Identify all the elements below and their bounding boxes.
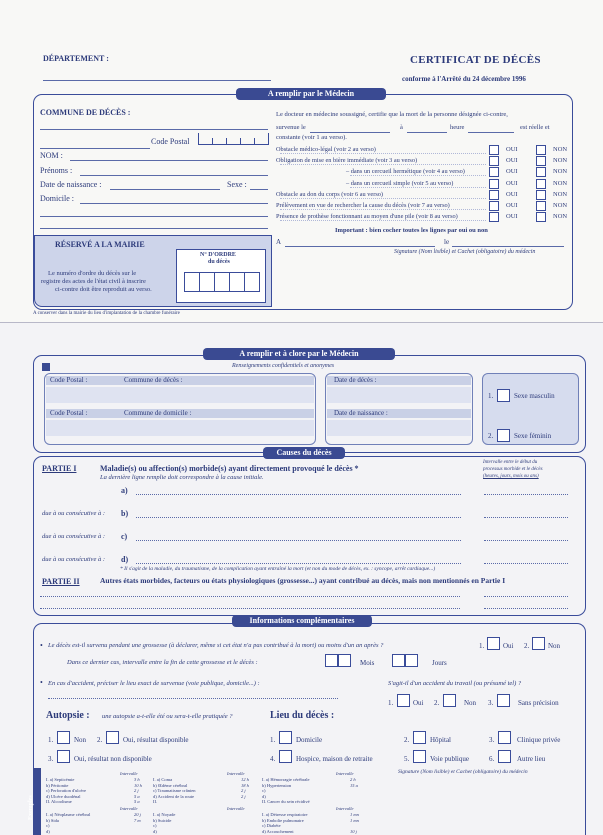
lieu-1-number: 1. — [270, 736, 276, 744]
question-oui-checkbox[interactable] — [489, 156, 499, 166]
travail-sans-checkbox[interactable] — [497, 694, 510, 707]
nom-label: NOM : — [40, 151, 63, 160]
sexe-label: Sexe : — [227, 180, 247, 189]
top-section-pill: A remplir par le Médecin — [236, 88, 386, 100]
nom-line[interactable] — [70, 160, 268, 161]
signature-note-bottom: Signature (Nom lisible) et Cachet (obligatoire) du médecin — [398, 769, 528, 775]
example-line: b) Sida — [46, 817, 59, 823]
autopsie-dispo-checkbox[interactable] — [106, 731, 119, 744]
oui-label: OUI — [506, 157, 518, 165]
example-interval-value: 2 j — [241, 793, 246, 799]
sexe-feminin-checkbox[interactable] — [497, 429, 510, 442]
example-interval-value: 2 j — [134, 788, 139, 794]
question-text: – dans un cercueil hermétique (voir 4 au verso) — [346, 168, 465, 176]
example-interval-header: Intervalle — [336, 771, 354, 776]
example-line: c) Perforation d'ulcère — [46, 788, 87, 794]
grossesse-oui-label: Oui — [503, 642, 514, 650]
date-deces-label: Date de décès : — [334, 376, 377, 384]
example-interval-header: Intervalle — [336, 806, 354, 811]
example-line: II. Cancer du sein récidivé — [262, 799, 310, 805]
oui-label: OUI — [506, 179, 518, 187]
example-line: b) Œdème cérébral — [153, 782, 188, 788]
corner-marker — [42, 363, 50, 371]
example-line: I. a) Hémorragie cérébrale — [262, 777, 310, 782]
ordre-title-1: N° D'ORDRE — [200, 252, 236, 258]
important-note: Important : bien cocher toutes les lignes par oui ou non — [335, 227, 488, 234]
autopsie-non-checkbox[interactable] — [57, 731, 70, 744]
survenue-line[interactable] — [310, 132, 390, 133]
example-interval-value: 20 j — [134, 812, 141, 817]
sexe-feminin-label: Sexe féminin — [514, 432, 552, 440]
travail-non-label: Non — [464, 699, 477, 707]
partie-1-label: PARTIE I — [42, 464, 77, 473]
a-label-top: à — [400, 124, 403, 131]
question-non-checkbox[interactable] — [536, 179, 546, 189]
grossesse-2-number: 2. — [524, 642, 530, 650]
accident-line[interactable] — [48, 698, 338, 699]
cause-d-letter: d) — [121, 555, 129, 564]
lieu-autre-label: Autre lieu — [517, 755, 546, 763]
lieu-autre-checkbox[interactable] — [498, 750, 511, 763]
autopsie-title: Autopsie : — [46, 710, 90, 721]
question-oui-checkbox[interactable] — [489, 201, 499, 211]
partie-2-text: Autres états morbides, facteurs ou états physiologiques (grossesse...) ayant contribué au décès, mais non mentionnés en Partie I — [100, 576, 506, 585]
code-postal-deces-label: Code Postal : — [50, 376, 88, 384]
date-naissance-label-2: Date de naissance : — [334, 409, 388, 417]
date-deces-cells[interactable] — [327, 387, 471, 403]
lieu-hospice-label: Hospice, maison de retraite — [296, 755, 373, 763]
cause-footnote: * Il s'agit de la maladie, du traumatisme, de la complication ayant entraîné la mort (et non du mode de décès, ex. : syncope, arrêt cardiaque...) — [120, 566, 436, 572]
jours-cell-2[interactable] — [405, 654, 418, 667]
example-line: d) — [153, 828, 157, 834]
cause-d-label: due à ou consécutive à : — [42, 556, 105, 563]
lieu-hopital-label: Hôpital — [430, 736, 451, 744]
example-line: I. a) Septicémie — [46, 777, 75, 782]
cause-c-interval[interactable] — [484, 540, 568, 541]
departement-line[interactable] — [43, 80, 271, 81]
date-naissance-label: Date de naissance : — [40, 180, 102, 189]
question-leader — [280, 164, 486, 165]
autopsie-2-number: 2. — [97, 736, 103, 744]
lieu-4-number: 4. — [270, 755, 276, 763]
example-line: b) Embolie pulmonaire — [262, 817, 304, 823]
lieu-2-number: 2. — [404, 736, 410, 744]
example-line: c) — [46, 823, 50, 829]
example-interval-value: 10 h — [134, 782, 142, 788]
example-interval-value: 1 mn — [350, 817, 359, 823]
conserver-note: A conserver dans la mairie du lieu d'implantation de la chambre funéraire — [33, 311, 180, 316]
grossesse-non-label: Non — [548, 642, 561, 650]
example-line: b) Hypertension — [262, 782, 292, 788]
partie-2-line-1[interactable] — [40, 596, 460, 597]
cells-row-1[interactable] — [46, 387, 314, 403]
lieu-3-number: 3. — [489, 736, 495, 744]
partie-1-sub: La dernière ligne remplie doit correspondre à la cause initiale. — [100, 474, 264, 481]
example-interval-value: 1 mn — [350, 812, 359, 817]
question-oui-checkbox[interactable] — [489, 167, 499, 177]
cause-a-letter: a) — [121, 486, 128, 495]
lieu-clinique-checkbox[interactable] — [498, 731, 511, 744]
question-leader — [350, 175, 486, 176]
cause-d-interval[interactable] — [484, 563, 568, 564]
date-line[interactable] — [452, 246, 564, 247]
example-line: b) Péritonite — [46, 782, 69, 788]
question-leader — [280, 209, 486, 210]
ordre-number-boxes[interactable] — [184, 272, 260, 292]
non-label: NON — [553, 202, 568, 209]
travail-1-number: 1. — [388, 699, 394, 707]
non-label: NON — [553, 146, 568, 153]
sexe-masculin-label: Sexe masculin — [514, 392, 555, 400]
cause-a-interval[interactable] — [484, 494, 568, 495]
a-label-bottom: A — [276, 238, 282, 246]
mairie-text-3: ci-contre doit être reproduit au verso. — [55, 286, 152, 293]
date-naissance-line[interactable] — [110, 189, 220, 190]
certificate-title: CERTIFICAT DE DÉCÈS — [410, 54, 541, 66]
heure-line[interactable] — [468, 132, 514, 133]
lieu-hospice-checkbox[interactable] — [279, 750, 292, 763]
cells-row-2[interactable] — [46, 420, 314, 436]
non-label: NON — [553, 157, 568, 165]
cause-b-label: due à ou consécutive à : — [42, 510, 105, 517]
question-leader — [280, 153, 486, 154]
example-interval-value: 12 h — [241, 777, 249, 782]
cause-b-line[interactable] — [136, 517, 461, 518]
date-naissance-cells[interactable] — [327, 420, 471, 436]
mois-cell-1[interactable] — [325, 654, 338, 667]
lieu-domicile-checkbox[interactable] — [279, 731, 292, 744]
autopsie-non-label: Non — [74, 736, 87, 744]
example-line: I. a) Détresse respiratoire — [262, 812, 308, 817]
mairie-text-2: registre des actes de l'état civil à inscrire — [41, 278, 146, 285]
confidential-note: Renseignements confidentiels et anonymes — [232, 363, 335, 369]
example-interval-value: 10 j — [350, 828, 357, 834]
lieu-title: Lieu du décès : — [270, 710, 335, 721]
info-pill: Informations complémentaires — [232, 615, 372, 627]
cause-d-line[interactable] — [136, 563, 461, 564]
example-interval-value: 2 j — [241, 788, 246, 794]
example-interval-value: 5 a — [134, 793, 140, 799]
place-line[interactable] — [285, 246, 435, 247]
travail-non-checkbox[interactable] — [443, 694, 456, 707]
intervalle-note-1: Intervalle entre le début du — [483, 460, 538, 465]
accident-question: En cas d'accident, préciser le lieu exact de survenue (voie publique, domicile...) : — [48, 680, 260, 687]
example-line: I. a) Coma — [153, 777, 173, 782]
reelle-label: est réelle et — [520, 124, 550, 131]
grossesse-non-checkbox[interactable] — [532, 637, 545, 650]
cause-b-letter: b) — [121, 509, 129, 518]
intervalle-note-3: (heures, jours, mois ou ans) — [483, 474, 539, 479]
constante-label: constante (voir 1 au verso). — [276, 134, 347, 141]
question-text: Obstacle au don du corps (voir 6 au verso) — [276, 190, 384, 198]
travail-oui-label: Oui — [413, 699, 424, 707]
mois-cell-2[interactable] — [338, 654, 351, 667]
question-non-checkbox[interactable] — [536, 145, 546, 155]
question-leader — [280, 220, 486, 221]
example-interval-value: 15 a — [350, 782, 358, 788]
causes-pill: Causes du décès — [263, 447, 345, 459]
top-sheet — [0, 0, 603, 322]
partie-2-label: PARTIE II — [42, 577, 80, 586]
question-non-checkbox[interactable] — [536, 156, 546, 166]
example-interval-value: 7 m — [134, 817, 141, 823]
example-interval-value: 3 h — [134, 777, 140, 782]
example-interval-value: 18 h — [241, 782, 249, 788]
question-text: Obstacle médico-légal (voir 2 au verso) — [276, 146, 376, 153]
question-leader — [280, 198, 486, 199]
travail-sans-label: Sans précision — [518, 699, 559, 707]
question-non-checkbox[interactable] — [536, 212, 546, 222]
bullet-accident: • — [40, 678, 43, 687]
oui-label: OUI — [506, 190, 518, 198]
example-line: c) — [153, 823, 157, 829]
grossesse-interval-label: Dans ce dernier cas, intervalle entre la fin de cette grossesse et le décès : — [67, 659, 258, 666]
lieu-clinique-label: Clinique privée — [517, 736, 561, 744]
example-line: d) Ulcère duodénal — [46, 793, 81, 799]
sexe-2-number: 2. — [488, 432, 494, 440]
cause-c-letter: c) — [121, 532, 128, 541]
signature-note-top: Signature (Nom lisible) et Cachet (obligatoire) du médecin — [394, 249, 536, 255]
sexe-masculin-checkbox[interactable] — [497, 389, 510, 402]
lieu-voie-checkbox[interactable] — [413, 750, 426, 763]
mairie-text-1: Le numéro d'ordre du décès sur le — [48, 270, 137, 277]
question-non-checkbox[interactable] — [536, 201, 546, 211]
prenoms-label: Prénoms : — [40, 166, 73, 175]
sexe-1-number: 1. — [488, 392, 494, 400]
code-postal-label: Code Postal — [151, 137, 190, 146]
grossesse-oui-checkbox[interactable] — [487, 637, 500, 650]
question-non-checkbox[interactable] — [536, 167, 546, 177]
cause-c-line[interactable] — [136, 540, 461, 541]
travail-oui-checkbox[interactable] — [397, 694, 410, 707]
autopsie-dispo-label: Oui, résultat disponible — [123, 736, 189, 744]
example-line: d) Accident de la route — [153, 793, 194, 799]
example-interval-header: Intervalle — [227, 806, 245, 811]
domicile-line-3[interactable] — [40, 228, 268, 229]
lieu-5-number: 5. — [404, 755, 410, 763]
le-label: le — [444, 238, 450, 246]
partie-2-interval-1[interactable] — [484, 596, 568, 597]
departement-label: DÉPARTEMENT : — [43, 54, 109, 63]
example-interval-value: 2 h — [350, 777, 356, 782]
question-oui-checkbox[interactable] — [489, 179, 499, 189]
autopsie-nondispo-checkbox[interactable] — [57, 750, 70, 763]
mois-label: Mois — [360, 659, 375, 667]
code-postal-boxes[interactable] — [198, 133, 268, 145]
non-label: NON — [553, 168, 568, 176]
mairie-title: RÉSERVÉ A LA MAIRIE — [55, 240, 145, 249]
question-text: – dans un cercueil simple (voir 5 au verso) — [346, 179, 454, 187]
non-label: NON — [553, 190, 568, 198]
certify-intro: Le docteur en médecine soussigné, certifie que la mort de la personne désignée ci-contre, — [276, 111, 508, 118]
heure-label: heure — [450, 124, 465, 131]
autopsie-1-number: 1. — [48, 736, 54, 744]
example-line: I. a) Néoplasme cérébral — [46, 812, 91, 817]
partie-1-text: Maladie(s) ou affection(s) morbide(s) ayant directement provoqué le décès * — [100, 464, 359, 473]
example-line: c) — [262, 788, 266, 794]
jours-label: Jours — [432, 659, 447, 667]
question-leader — [350, 187, 486, 188]
domicile-line-2[interactable] — [40, 216, 268, 217]
example-interval-header: Intervalle — [120, 771, 138, 776]
lieu-6-number: 6. — [489, 755, 495, 763]
non-label: NON — [553, 179, 568, 187]
travail-2-number: 2. — [434, 699, 440, 707]
example-line: II. Alcoolisme — [46, 799, 72, 805]
sexe-line[interactable] — [250, 189, 268, 190]
travail-3-number: 3. — [488, 699, 494, 707]
partie-2-interval-2[interactable] — [484, 608, 568, 609]
ordre-title-2: du décès — [208, 259, 230, 265]
question-oui-checkbox[interactable] — [489, 212, 499, 222]
prenoms-line[interactable] — [80, 175, 268, 176]
travail-question: S'agit-il d'un accident du travail (ou présumé tel) ? — [388, 680, 522, 687]
cause-b-interval[interactable] — [484, 517, 568, 518]
commune-line-1[interactable] — [40, 129, 268, 130]
oui-label: OUI — [506, 146, 518, 153]
commune-deces-label: COMMUNE DE DÉCÈS : — [40, 108, 131, 117]
cause-c-label: due à ou consécutive à : — [42, 533, 105, 540]
a-line[interactable] — [407, 132, 447, 133]
commune-line-2[interactable] — [40, 148, 150, 149]
jours-cell-1[interactable] — [392, 654, 405, 667]
certificate-subtitle: conforme à l'Arrêté du 24 décembre 1996 — [402, 75, 526, 83]
partie-2-line-2[interactable] — [40, 608, 460, 609]
bullet-grossesse: • — [40, 641, 43, 650]
question-oui-checkbox[interactable] — [489, 145, 499, 155]
example-line: c) Diabète — [262, 823, 281, 829]
grossesse-question: Le décès est-il survenu pendant une grossesse (à déclarer, même si cet état n'a pas contribué à la mort) ou moins d'un an après ? — [48, 642, 384, 649]
autopsie-3-number: 3. — [48, 755, 54, 763]
bottom-section-pill: A remplir et à clore par le Médecin — [203, 348, 395, 360]
question-oui-checkbox[interactable] — [489, 190, 499, 200]
lieu-hopital-checkbox[interactable] — [413, 731, 426, 744]
question-text: Présence de prothèse fonctionnant au moyen d'une pile (voir 8 au verso) — [276, 213, 458, 221]
example-interval-header: Intervalle — [227, 771, 245, 776]
intervalle-note-2: processus morbide et le décès — [483, 467, 543, 472]
non-label: NON — [553, 213, 568, 221]
example-interval-value: 5 a — [134, 799, 140, 805]
example-interval-header: Intervalle — [120, 806, 138, 811]
example-line: d) — [46, 828, 50, 834]
cause-a-line[interactable] — [136, 494, 461, 495]
oui-label: OUI — [506, 202, 518, 209]
example-line: b) Suicide — [153, 817, 172, 823]
example-line: d) Accouchement — [262, 828, 294, 834]
domicile-label: Domicile : — [40, 194, 74, 203]
question-text: Obligation de mise en bière immédiate (voir 3 au verso) — [276, 157, 418, 165]
example-line: II. — [153, 799, 158, 805]
question-non-checkbox[interactable] — [536, 190, 546, 200]
examples-label: Exemples — [28, 795, 34, 820]
example-line: c) Traumatisme crânien — [153, 788, 196, 794]
grossesse-1-number: 1. — [479, 642, 485, 650]
autopsie-nondispo-label: Oui, résultat non disponible — [74, 755, 152, 763]
survenue-label: survenue le — [276, 124, 306, 131]
oui-label: OUI — [506, 213, 518, 221]
autopsie-question: une autopsie a-t-elle été ou sera-t-elle pratiquée ? — [102, 713, 233, 720]
bottom-sheet — [0, 322, 603, 835]
example-line: d) — [262, 793, 266, 799]
oui-label: OUI — [506, 168, 518, 176]
commune-domicile-label: Commune de domicile : — [124, 409, 192, 417]
commune-deces-label-2: Commune de décès : — [124, 376, 183, 384]
question-text: Prélèvement en vue de rechercher la cause du décès (voir 7 au verso) — [276, 202, 450, 209]
domicile-line-1[interactable] — [80, 203, 268, 204]
example-line: I. a) Noyade — [153, 812, 176, 817]
code-postal-domicile-label: Code Postal : — [50, 409, 88, 417]
lieu-domicile-label: Domicile — [296, 736, 323, 744]
lieu-voie-label: Voie publique — [430, 755, 469, 763]
